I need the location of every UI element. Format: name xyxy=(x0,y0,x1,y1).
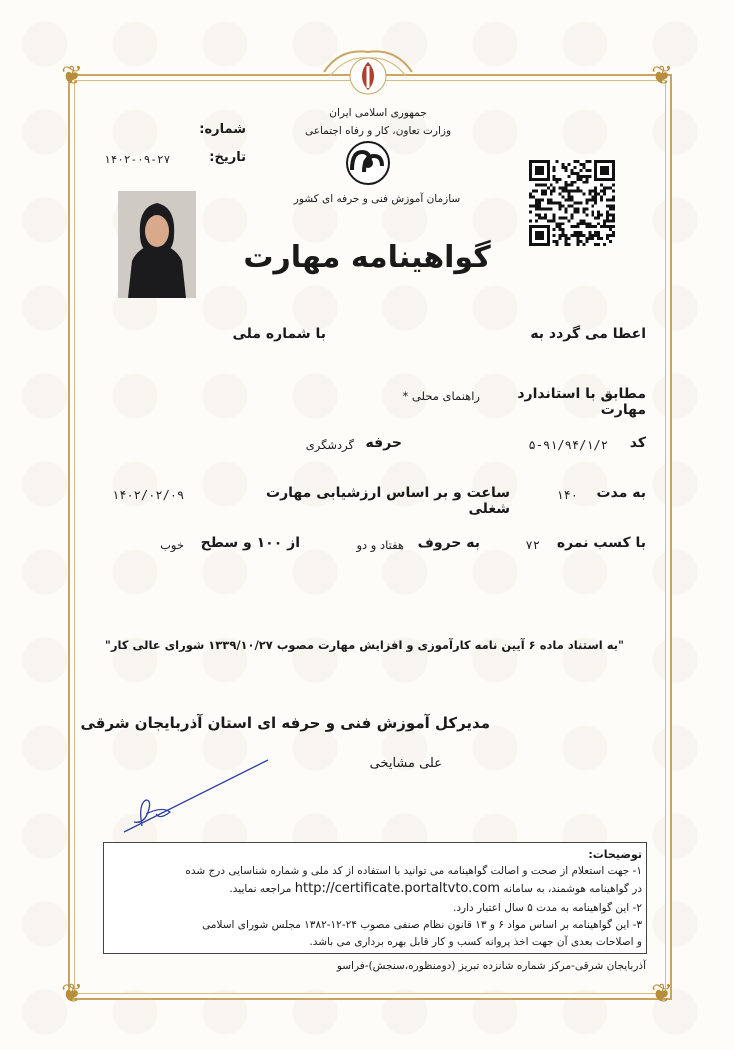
profession-label: حرفه xyxy=(365,435,402,451)
header-ministry: وزارت تعاون، کار و رفاه اجتماعی xyxy=(304,125,452,137)
note-3-line-2: و اصلاحات بعدی آن جهت اخذ پروانه کسب و کار قابل بهره برداری می باشد. xyxy=(309,936,642,948)
in-words-value: هفتاد و دو xyxy=(356,538,404,552)
qr-code xyxy=(528,160,616,246)
note-1-text: در گواهینامه هوشمند، به سامانه xyxy=(503,883,642,895)
assessment-date: ۱۴۰۲/۰۲/۰۹ xyxy=(112,488,185,502)
level-value: خوب xyxy=(160,538,184,552)
issuing-center: آذربایجان شرقی-مرکز شماره شانزده تبریز (دومنظوره،سنجش)-فراسو xyxy=(336,960,646,972)
standard-label: مطابق با استاندارد مهارت xyxy=(517,386,646,418)
duration-suffix: ساعت و بر اساس ارزشیابی مهارت شغلی xyxy=(266,485,510,517)
note-1-line-2 xyxy=(108,880,642,898)
code-value: ۵-۹۱/۹۴/۱/۲ xyxy=(528,438,608,452)
corner-ornament-icon: ❦ xyxy=(61,979,83,1009)
notes-box xyxy=(103,842,647,954)
duration-value: ۱۴۰ xyxy=(556,488,578,502)
number-label: شماره: xyxy=(199,122,246,137)
note-3-line-1: ۳- این گواهینامه بر اساس مواد ۶ و ۱۳ قانون نظام صنفی مصوب ۲۴-۱۲-۱۳۸۲ مجلس شورای اسلامی xyxy=(202,919,642,931)
duration-label: به مدت xyxy=(596,485,646,501)
out-of-label: از ۱۰۰ و سطح xyxy=(200,535,300,551)
tvto-logo-icon xyxy=(340,140,396,186)
note-2: ۲- این گواهینامه به مدت ۵ سال اعتبار دارد. xyxy=(453,902,642,914)
signatory-name: علی مشایخی xyxy=(369,756,442,771)
holder-photo xyxy=(118,191,196,298)
signature xyxy=(116,756,276,836)
note-1-line-1: ۱- جهت استعلام از صحت و اصالت گواهینامه می توانید با استفاده از کد ملی و شماره شناسایی درج شده xyxy=(185,865,642,877)
standard-value: راهنمای محلی * xyxy=(402,389,480,403)
header-republic: جمهوری اسلامی ایران xyxy=(329,107,427,119)
profession-value: گردشگری xyxy=(305,438,354,452)
signatory-title: مدیرکل آموزش فنی و حرفه ای استان آذربایجان شرقی xyxy=(80,714,490,732)
iran-emblem-icon xyxy=(320,46,416,98)
corner-ornament-icon: ❦ xyxy=(651,979,673,1009)
national-id-label: با شماره ملی xyxy=(232,326,326,342)
verification-url[interactable]: http://certificate.portaltvto.com xyxy=(294,881,501,896)
certificate-title: گواهینامه مهارت xyxy=(243,240,491,275)
code-label: کد xyxy=(629,435,646,451)
notes-heading: توضیحات: xyxy=(588,848,642,861)
date-value: ۱۴۰۲-۰۹-۲۷ xyxy=(104,153,171,166)
in-words-label: به حروف xyxy=(417,535,480,551)
org-name: سازمان آموزش فنی و حرفه ای کشور xyxy=(293,193,461,205)
score-label: با کسب نمره xyxy=(556,535,646,551)
awarded-to-label: اعطا می گردد به xyxy=(530,326,646,342)
note-1-tail: مراجعه نمایید. xyxy=(229,883,292,895)
legal-basis: "به استناد ماده ۶ آیین نامه کارآموزی و افزایش مهارت مصوب ۱۳۳۹/۱۰/۲۷ شورای عالی کار" xyxy=(104,638,624,652)
corner-ornament-icon: ❦ xyxy=(61,61,83,91)
score-value: ۷۲ xyxy=(525,538,540,552)
corner-ornament-icon: ❦ xyxy=(651,61,673,91)
date-label: تاریخ: xyxy=(209,150,246,165)
